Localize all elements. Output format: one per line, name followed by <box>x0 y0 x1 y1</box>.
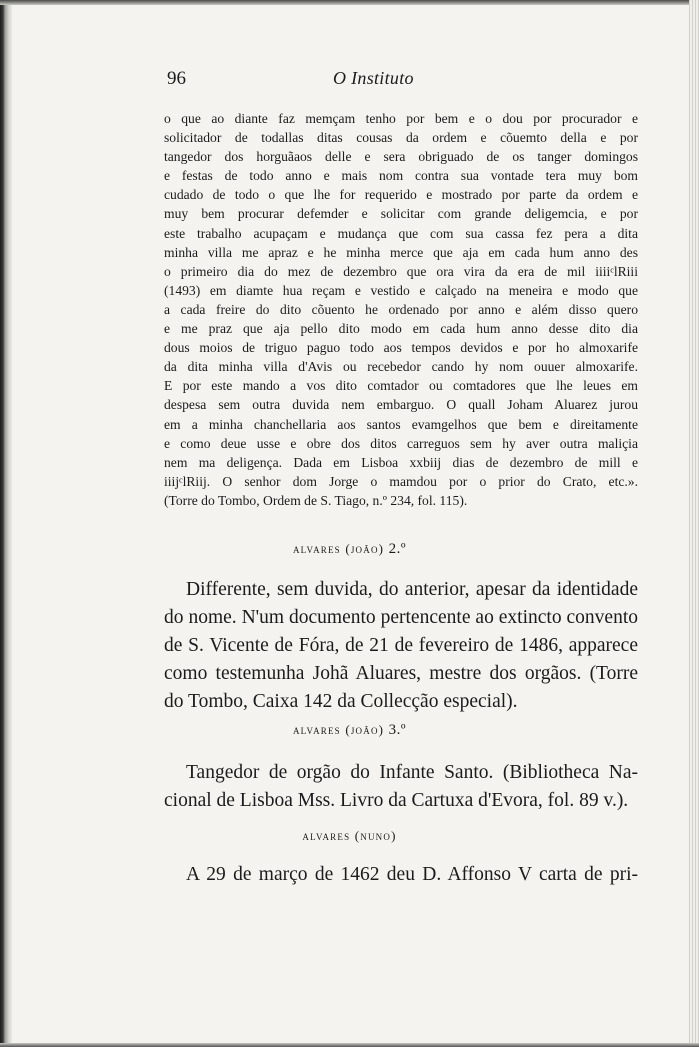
section-body-alvares-joao-2 <box>164 576 638 716</box>
document-line: da dita minha villa d'Avis ou recebedor cando hy nom ouuer almoxarife. <box>164 359 638 375</box>
body-line: A 29 de março de 1462 deu D. Affonso V carta de pri- <box>186 864 638 885</box>
document-line: muy bem procurar defemder e solicitar com grande deligemcia, e por <box>164 206 638 222</box>
document-citation-line: (Torre do Tombo, Ordem de S. Tiago, n.º 234, fol. 115). <box>164 492 468 508</box>
body-line: cional de Lisboa Mss. Livro da Cartuxa d'Evora, fol. 89 v.). <box>164 790 629 811</box>
section-heading-ordinal: 2.º <box>388 541 407 557</box>
page-top-edge <box>0 0 699 5</box>
document-line: tangedor dos horguãaos delle e sera obriguado de os tanger domingos <box>164 149 638 165</box>
page-header <box>0 68 699 98</box>
section-heading-alvares-joao-2 <box>0 541 699 558</box>
document-line: (1493) em diamte hua reçam e vestido e calçado na meneira e modo que <box>164 282 638 298</box>
section-body-alvares-nuno <box>164 861 638 889</box>
document-line: em a minha chanchellaria aos santos evamgelhos que bem e direitamente <box>164 416 638 432</box>
running-title: O Instituto <box>333 68 414 88</box>
body-line: do Tombo, Caixa 142 da Collecção especial). <box>164 691 518 712</box>
document-line: solicitador de todallas ditas cousas da ordem e cõuemto della e por <box>164 130 638 146</box>
document-line: despesa sem outra duvida nem embarguo. O quall Joham Aluarez jurou <box>164 397 638 413</box>
section-heading-alvares-joao-3 <box>0 722 699 739</box>
document-line: minha villa me apraz e he minha merce que aja em cada hum anno des <box>164 244 638 260</box>
document-line: nem ma deligença. Dada em Lisboa xxbiij dias de dezembro de mill e <box>164 454 638 470</box>
document-line: este trabalho acupaçam e mudança que com sua cassa fez pera a dita <box>164 225 638 241</box>
body-line: Differente, sem duvida, do anterior, apesar da identidade <box>186 579 638 600</box>
section-body-alvares-joao-3 <box>164 759 638 815</box>
document-line: iiijᶜlRiij. O senhor dom Jorge o mamdou por o prior do Crato, etc.». <box>164 473 638 489</box>
page-bottom-edge <box>0 1043 699 1047</box>
document-line: E por este mando a vos dito comtador ou comtadores que lhe leues em <box>164 378 638 394</box>
document-line: o que ao diante faz memçam tenho por bem e o dou por procurador e <box>164 111 638 126</box>
section-heading-name: alvares (nuno) <box>302 828 397 843</box>
document-line: e me praz que aja pello dito modo em cada hum anno desse dito dia <box>164 321 638 337</box>
section-heading-name: alvares (joão) <box>292 541 385 556</box>
page-stack-edge <box>689 0 699 1047</box>
body-line: de S. Vicente de Fóra, de 21 de fevereiro de 1486, apparece <box>164 635 638 656</box>
section-heading-ordinal: 3.º <box>388 722 407 738</box>
body-line: como testemunha Johã Aluares, mestre dos orgãos. (Torre <box>164 663 638 684</box>
page-number: 96 <box>167 68 186 89</box>
section-heading-alvares-nuno <box>0 828 699 844</box>
document-line: e festas de todo anno e mais nom contra sua vontade tera muy bom <box>164 168 638 184</box>
quoted-document-block <box>164 109 638 510</box>
section-heading-name: alvares (joão) <box>292 722 385 737</box>
body-line: do nome. N'um documento pertencente ao extincto convento <box>164 607 638 628</box>
document-line: dous moios de triguo paguo todo aos tempos devidos e por ho almoxarife <box>164 340 638 356</box>
document-line: e como deue usse e obre dos ditos carreguos sem hy aver outra maliçia <box>164 435 638 451</box>
book-gutter-shadow <box>0 0 12 1047</box>
document-line: o primeiro dia do mez de dezembro que ora vira da era de mil iiiiᶜlRiii <box>164 263 638 279</box>
body-line: Tangedor de orgão do Infante Santo. (Bibliotheca Na- <box>186 762 638 783</box>
document-line: cudado de todo o que lhe for requerido e mostrado por parte da ordem e <box>164 187 638 203</box>
document-line: a cada freire do dito cõuento he ordenado por anno e além disso quero <box>164 301 638 317</box>
